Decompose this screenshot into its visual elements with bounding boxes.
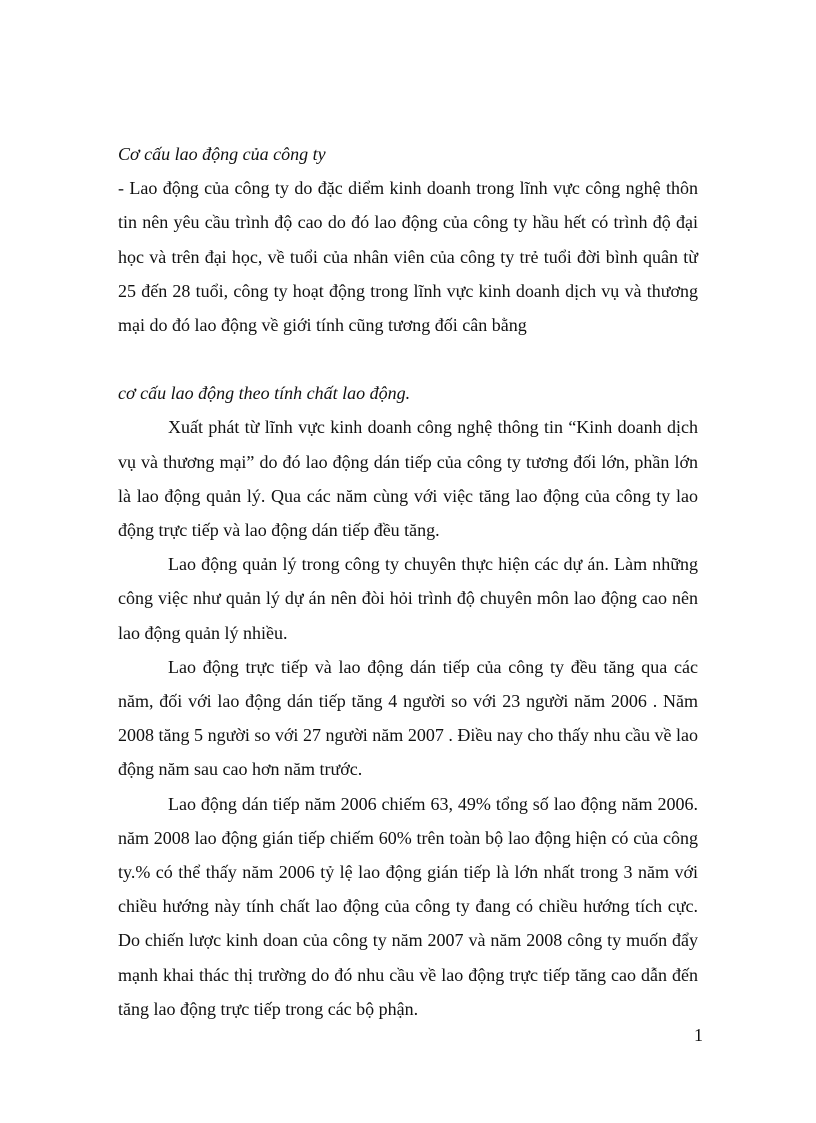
paragraph-spacer bbox=[118, 342, 698, 376]
paragraph-labor-ratio: Lao động dán tiếp năm 2006 chiếm 63, 49% tổng số lao động năm 2006. năm 2008 lao động gián tiếp chiếm 60% trên toàn bộ lao động hiện có của công ty.% có thể thấy năm 2006 tỷ lệ lao động gián tiếp là lớn nhất trong 3 năm với chiều hướng này tính chất lao động của công ty đang có chiều hướng tích cực. Do chiến lược kinh doan của công ty năm 2007 và năm 2008 công ty muốn đẩy mạnh khai thác thị trường do đó nhu cầu về lao động trực tiếp tăng cao dẫn đến tăng lao động trực tiếp trong các bộ phận. bbox=[118, 793, 698, 1019]
paragraph-labor-overview: - Lao động của công ty do đặc diểm kinh doanh trong lĩnh vực công nghệ thôn tin nên yêu cầu trình độ cao do đó lao động của công ty hầu hết có trình độ đại học và trên đại học, về tuổi của nhân viên của công ty trẻ tuổi đời bình quân từ 25 đến 28 tuổi, công ty hoạt động trong lĩnh vực kinh doanh dịch vụ và thương mại do đó lao động về giới tính cũng tương đối cân bằng bbox=[118, 178, 698, 336]
document-body bbox=[118, 137, 698, 1026]
paragraph-management-labor: Lao động quản lý trong công ty chuyên thực hiện các dự án. Làm những công việc như quản lý dự án nên đòi hỏi trình độ chuyên môn lao động cao nên lao động quản lý nhiều. bbox=[118, 554, 698, 643]
paragraph-indirect-labor: Xuất phát từ lĩnh vực kinh doanh công nghệ thông tin “Kinh doanh dịch vụ và thương mại” do đó lao động dán tiếp của công ty tương đối lớn, phần lớn là lao động quản lý. Qua các năm cùng với việc tăng lao động của công ty lao động trực tiếp và lao động dán tiếp đều tăng. bbox=[118, 417, 698, 541]
section-heading-labor-structure: Cơ cấu lao động của công ty bbox=[118, 144, 326, 164]
section-heading-labor-by-nature: cơ cấu lao động theo tính chất lao động. bbox=[118, 383, 411, 404]
paragraph-labor-growth: Lao động trực tiếp và lao động dán tiếp của công ty đều tăng qua các năm, đối với lao động dán tiếp tăng 4 người so với 23 người năm 2006 . Năm 2008 tăng 5 người so với 27 người năm 2007 . Điều nay cho thấy nhu cầu về lao động năm sau cao hơn năm trước. bbox=[118, 656, 698, 780]
page-number: 1 bbox=[694, 1025, 703, 1045]
